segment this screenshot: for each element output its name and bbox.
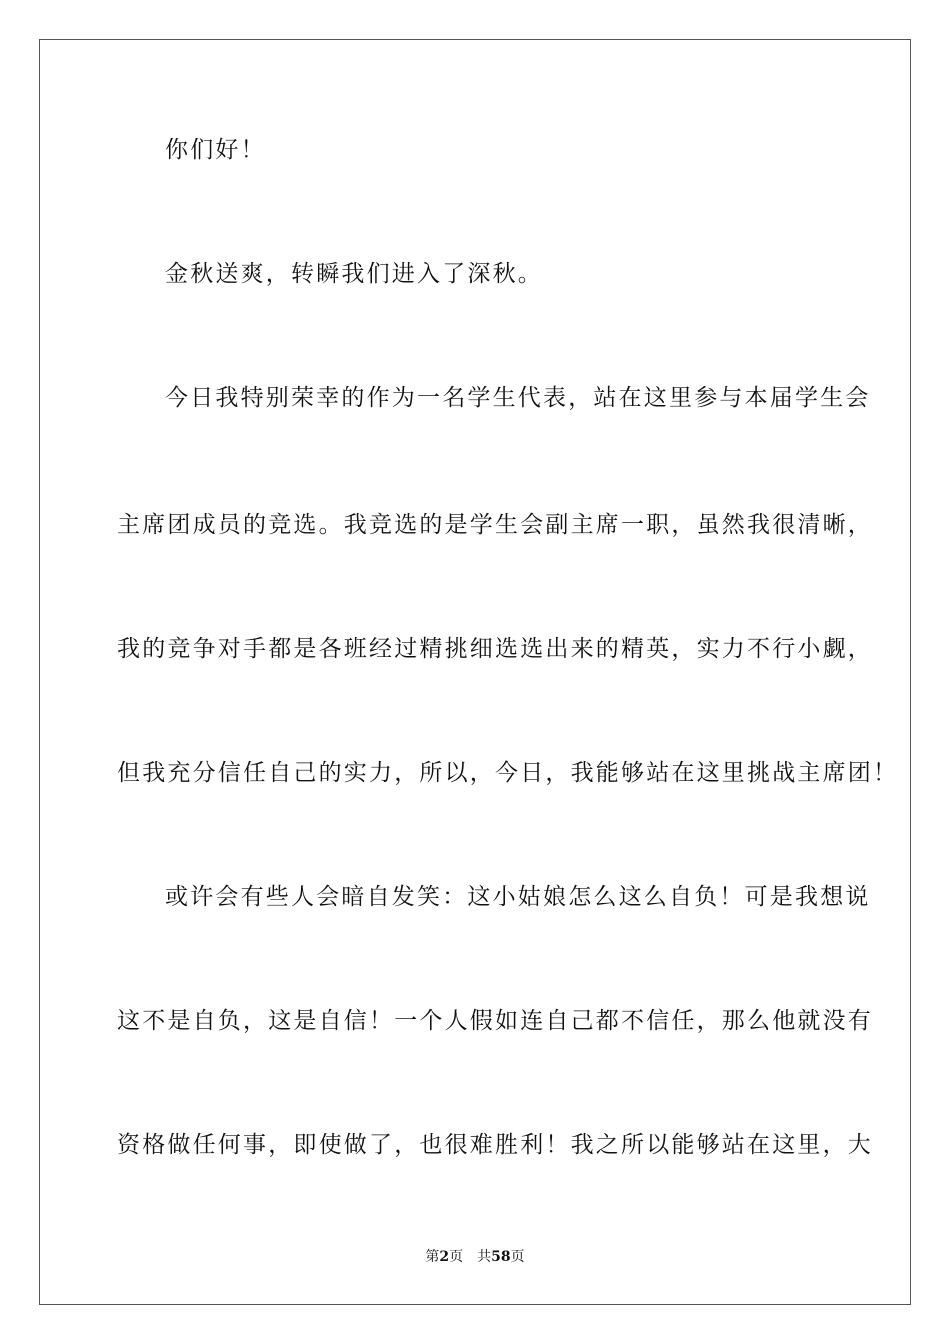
total-pages: 58 <box>491 1249 511 1265</box>
text-line: 这不是自负，这是自信！一个人假如连自己都不信任，那么他就没有 <box>117 1008 873 1034</box>
page-border <box>39 39 911 1305</box>
text-line: 今日我特别荣幸的作为一名学生代表，站在这里参与本届学生会 <box>165 385 871 411</box>
page-number: 2 <box>439 1249 450 1265</box>
page-footer <box>0 1248 950 1266</box>
page-prefix: 第 <box>425 1249 440 1265</box>
text-line: 主席团成员的竞选。我竞选的是学生会副主席一职，虽然我很清晰， <box>117 512 873 538</box>
text-line: 或许会有些人会暗自发笑：这小姑娘怎么这么自负！可是我想说 <box>165 884 871 910</box>
text-line: 我的竞争对手都是各班经过精挑细选选出来的精英，实力不行小觑， <box>117 636 873 662</box>
total-suffix: 页 <box>510 1249 525 1265</box>
text-line: 金秋送爽，转瞬我们进入了深秋。 <box>165 261 543 287</box>
total-prefix: 共 <box>477 1249 492 1265</box>
text-line: 但我充分信任自己的实力，所以，今日，我能够站在这里挑战主席团！ <box>117 760 899 786</box>
text-line: 资格做任何事，即使做了，也很难胜利！我之所以能够站在这里，大 <box>117 1132 873 1158</box>
text-line: 你们好！ <box>165 137 266 163</box>
page-suffix: 页 <box>449 1249 464 1265</box>
